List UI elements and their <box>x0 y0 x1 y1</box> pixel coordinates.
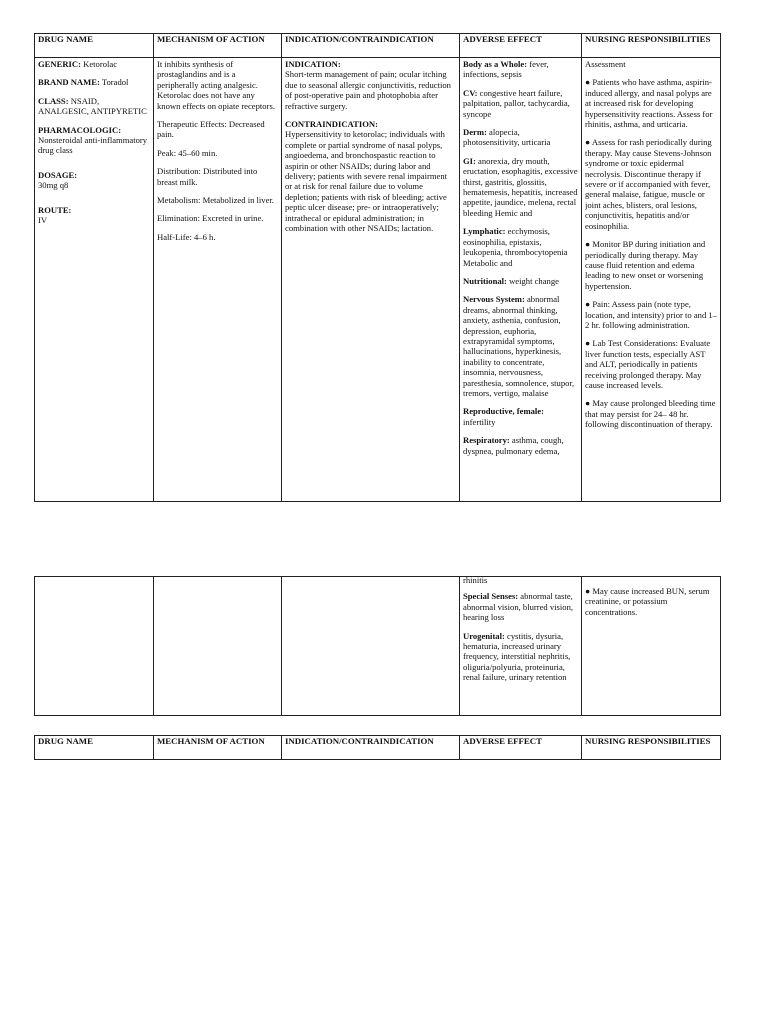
half-life-text: Half-Life: 4–6 h. <box>157 231 216 242</box>
header-indication: INDICATION/CONTRAINDICATION <box>282 34 460 58</box>
class-label: CLASS: <box>38 95 69 106</box>
mechanism-cell <box>154 58 282 502</box>
nursing-item-lab: ● Lab Test Considerations: Evaluate liver function tests, especially AST and ALT, periodically in patients receiving prolonged therapy. May cause increased levels. <box>585 338 711 390</box>
distribution-text: Distribution: Distributed into breast milk. <box>157 166 258 187</box>
adverse-label-nutritional: Nutritional: <box>463 275 507 286</box>
continued-drug-name-cell <box>35 577 154 716</box>
dosage-label: DOSAGE: <box>38 169 78 180</box>
header-adverse: ADVERSE EFFECT <box>460 34 582 58</box>
mechanism-text: It inhibits synthesis of prostaglandins and is a peripherally acting analgesic. Ketorolac does not have any known effects on opiate receptors. <box>157 59 275 111</box>
contraindication-text: Hypersensitivity to ketorolac; individuals with complete or partial syndrome of nasal polyps, angioedema, and bronchospastic reaction to aspirin or other NSAIDs; during labor and delivery; patients with severe renal impairment or at risk for renal failure due to volume depletion; patients with risk of bleeding; active peptic ulcer disease; pre- or intraoperatively; intrathecal or epidural administration; in combination with other NSAIDs; lactation. <box>285 129 448 234</box>
drug-table-next-header <box>34 735 721 760</box>
therapeutic-effects: Therapeutic Effects: Decreased pain. <box>157 119 265 140</box>
header-indication-2: INDICATION/CONTRAINDICATION <box>282 736 460 760</box>
continued-nursing-cell <box>582 577 721 716</box>
urogenital-label: Urogenital: <box>463 630 505 641</box>
adverse-text-derm: alopecia, photosensitivity, urticaria <box>463 127 551 148</box>
drug-name-cell <box>35 58 154 502</box>
continued-mechanism-cell <box>154 577 282 716</box>
class-value: NSAID, ANALGESIC, ANTIPYRETIC <box>38 95 147 117</box>
indication-label: INDICATION: <box>285 59 341 69</box>
continued-rhinitis: rhinitis <box>463 577 488 585</box>
adverse-label-reproductive: Reproductive, female: <box>463 406 544 417</box>
continued-indication-cell <box>282 577 460 716</box>
table-header-row <box>35 34 721 58</box>
nursing-item-rash: ● Assess for rash periodically during therapy. May cause Stevens-Johnson syndrome or toxic epidermal necrolysis. Discontinue therapy if severe or if accompanied with fever, general malaise, fatigue, muscle or joint aches, blisters, oral lesions, conjunctivitis, hepatitis and/or eosinophilia. <box>585 137 712 231</box>
urogenital-text: cystitis, dysuria, hematuria, increased urinary frequency, interstitial nephritis, oliguria/polyuria, proteinuria, renal failure, urinary retention <box>463 630 571 683</box>
adverse-label-body: Body as a Whole: <box>463 59 528 69</box>
special-senses-label: Special Senses: <box>463 591 519 602</box>
contraindication-label: CONTRAINDICATION: <box>285 119 378 130</box>
indication-text: Short-term management of pain; ocular itching due to seasonal allergic conjunctivitis, reduction of post-operative pain and photophobia after refractive surgery. <box>285 69 451 111</box>
nursing-item-bp: ● Monitor BP during initiation and periodically during therapy. May cause fluid retention and edema leading to new onset or worsening hypertension. <box>585 239 706 291</box>
adverse-label-lymphatic: Lymphatic: <box>463 226 506 237</box>
header-mechanism-2: MECHANISM OF ACTION <box>154 736 282 760</box>
brand-label: BRAND NAME: <box>38 77 100 88</box>
header-nursing-2: NURSING RESPONSIBILITIES <box>582 736 721 760</box>
header-drug-name: DRUG NAME <box>35 34 154 58</box>
adverse-text-reproductive: infertility <box>463 416 496 427</box>
adverse-label-respiratory: Respiratory: <box>463 435 510 446</box>
header-adverse-2: ADVERSE EFFECT <box>460 736 582 760</box>
header-drug-name-2: DRUG NAME <box>35 736 154 760</box>
adverse-text-nutritional: weight change <box>506 275 559 286</box>
generic-value: Ketorolac <box>80 59 118 69</box>
generic-label: GENERIC: <box>38 59 81 69</box>
nursing-assessment-heading: Assessment <box>585 59 626 69</box>
elimination-text: Elimination: Excreted in urine. <box>157 213 264 224</box>
table-continued-row <box>35 577 721 716</box>
header-nursing: NURSING RESPONSIBILITIES <box>582 34 721 58</box>
nursing-item-bleeding: ● May cause prolonged bleeding time that may persist for 24– 48 hr. following discontinuation of therapy. <box>585 398 716 430</box>
route-value: IV <box>38 215 48 226</box>
dosage-value: 30mg q8 <box>38 180 69 191</box>
adverse-text-body: fever, infections, sepsis <box>463 59 549 80</box>
adverse-text-gi: anorexia, dry mouth, eructation, esophagitis, excessive thirst, gastritis, glossitis, hematemesis, hepatitis, increased appetite, jaundice, melena, rectal bleeding Hemic and <box>463 155 578 218</box>
nursing-item-pain: ● Pain: Assess pain (note type, location, and intensity) prior to and 1– 2 hr. following administration. <box>585 299 717 330</box>
route-label: ROUTE: <box>38 204 72 215</box>
nursing-cell <box>582 58 721 502</box>
continued-adverse-cell <box>460 577 582 716</box>
adverse-label-gi: GI: <box>463 155 476 166</box>
special-senses-text: abnormal taste, abnormal vision, blurred vision, hearing loss <box>463 591 574 623</box>
adverse-label-nervous: Nervous System: <box>463 294 525 305</box>
peak-text: Peak: 45–60 min. <box>157 147 218 158</box>
drug-table-main <box>34 33 721 502</box>
nursing-item-bun: ● May cause increased BUN, serum creatinine, or potassium concentrations. <box>585 586 710 617</box>
adverse-text-nervous: abnormal dreams, abnormal thinking, anxiety, asthenia, confusion, depression, euphoria, extrapyramidal symptoms, hallucinations, hyperkinesis, inability to concentrate, insomnia, nervousness, paresthesia, somnolence, stupor, tremors, vertigo, malaise <box>463 294 575 398</box>
metabolism-text: Metabolism: Metabolized in liver. <box>157 195 274 206</box>
adverse-label-derm: Derm: <box>463 127 487 138</box>
adverse-label-cv: CV: <box>463 87 478 98</box>
adverse-text-respiratory: asthma, cough, dyspnea, pulmonary edema, <box>463 435 564 456</box>
table-header-row-2 <box>35 736 721 760</box>
adverse-text-lymphatic: ecchymosis, eosinophilia, epistaxis, leukopenia, thrombocytopenia Metabolic and <box>463 226 568 268</box>
header-mechanism: MECHANISM OF ACTION <box>154 34 282 58</box>
nursing-item-hypersensitivity: ● Patients who have asthma, aspirin-induced allergy, and nasal polyps are at increased risk for developing hypersensitivity reactions. Assess for rhinitis, asthma, and urticaria. <box>585 77 713 130</box>
pharm-value: Nonsteroidal anti-inflammatory drug class <box>38 135 148 156</box>
drug-table-continued <box>34 576 721 716</box>
adverse-text-cv: congestive heart failure, palpitation, pallor, tachycardia, syncope <box>463 87 570 119</box>
brand-value: Toradol <box>99 77 129 88</box>
indication-cell <box>282 58 460 502</box>
table-body-row <box>35 58 721 502</box>
pharm-label: PHARMACOLOGIC: <box>38 124 122 135</box>
adverse-cell <box>460 58 582 502</box>
